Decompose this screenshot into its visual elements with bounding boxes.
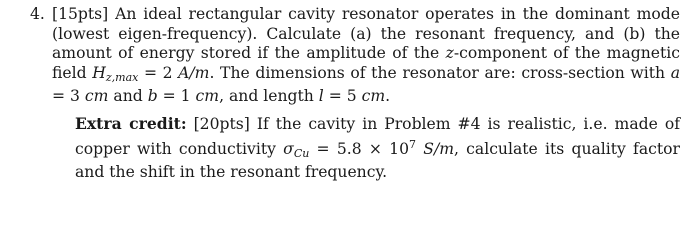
problem-number: 4. xyxy=(30,5,45,23)
length-text: , and length xyxy=(219,87,314,105)
a-variable: a xyxy=(670,63,680,82)
l-value: = 5 xyxy=(323,87,362,105)
sigma-exponent: 7 xyxy=(409,137,417,151)
extra-credit-points: [20pts] xyxy=(193,115,250,133)
extra-text-1: If the cavity in Problem #4 is realistic, i.e. made of copper with conductivity xyxy=(75,115,680,158)
b-variable: b xyxy=(147,87,158,105)
h-symbol: $H_{z,max}$ xyxy=(92,63,139,84)
h-value: = 2 xyxy=(138,63,179,82)
extra-credit xyxy=(75,114,680,183)
and-text: and xyxy=(108,87,148,105)
sigma-value: = 5.8 × 10 xyxy=(309,139,410,158)
sigma-subscript: Cu xyxy=(293,146,310,160)
extra-credit-label: Extra credit: xyxy=(75,114,187,133)
h-subscript: z,max xyxy=(105,70,139,84)
sigma-unit: S/m xyxy=(416,139,454,158)
end-period: . xyxy=(385,87,391,105)
after-z-text: -component of the magnetic field xyxy=(52,44,680,82)
l-unit: cm xyxy=(361,87,386,105)
problem-points: [15pts] xyxy=(52,5,109,23)
problem-intro: An ideal rectangular cavity resonator operates in the dominant mode (lowest eigen-frequency). Calculate (a) the resonant frequency, and (b) the amount of energy stored if the amplitude of the xyxy=(52,5,681,62)
b-value: = 1 xyxy=(157,87,196,105)
problem-4 xyxy=(30,5,681,107)
extra-text-2: , calculate its quality factor and the shift in the resonant frequency. xyxy=(75,139,680,181)
b-unit: cm xyxy=(195,87,220,105)
period-text: . The dimensions of the resonator are: cross-section with xyxy=(209,63,666,82)
a-value: = 3 xyxy=(52,87,85,105)
a-unit: cm xyxy=(84,87,109,105)
z-variable: z xyxy=(445,44,454,62)
h-unit: A/m xyxy=(178,63,210,82)
sigma-symbol: $\sigma_{Cu}$ xyxy=(283,139,310,160)
l-variable: l xyxy=(318,87,324,105)
